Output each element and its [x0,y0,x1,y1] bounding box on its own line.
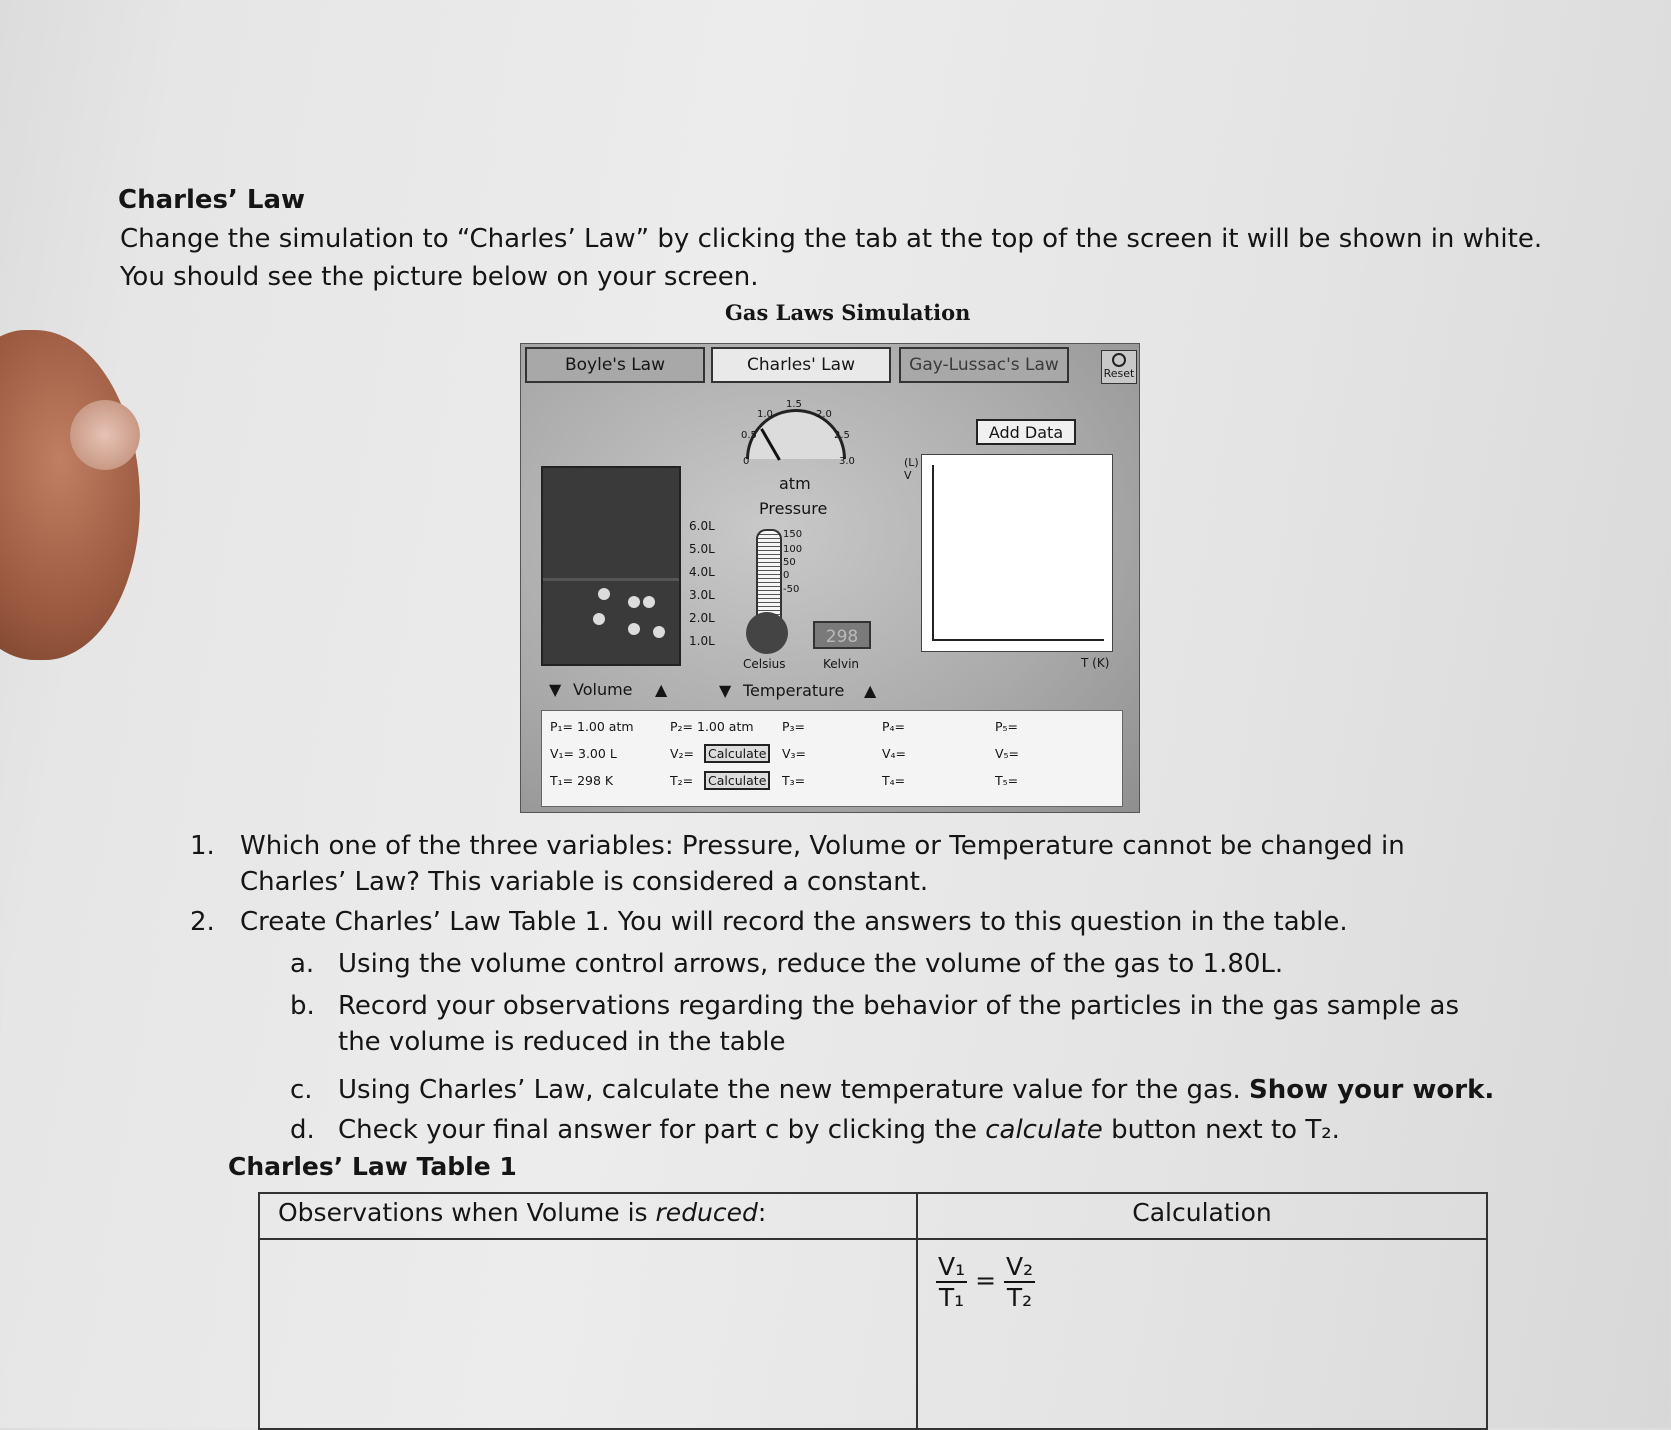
obs-header-post: : [757,1198,767,1227]
table-title: Charles’ Law Table 1 [228,1152,517,1181]
formula-equals: = [975,1266,997,1295]
thermometer-bulb [746,612,788,654]
kelvin-readout: 298 [813,621,871,649]
celsius-label: Celsius [743,657,786,671]
charles-law-table [258,1192,1488,1430]
part-a: Using the volume control arrows, reduce the volume of the gas to 1.80L. [338,949,1284,979]
reset-label: Reset [1103,367,1135,380]
t2-value: T₂= [670,773,694,788]
thermo-tick: 150 [783,529,803,540]
obs-header-italic: reduced [655,1198,758,1227]
tab-boyles-law[interactable]: Boyle's Law [525,347,705,383]
gauge-tick: 2.5 [834,430,850,441]
thermometer [756,529,782,623]
graph-x-axis [932,639,1104,641]
part-d-post: button next to T₂. [1111,1115,1340,1145]
calculation-header: Calculation [917,1193,1487,1239]
temperature-up-arrow[interactable]: ▲ [864,681,877,700]
volume-down-arrow[interactable]: ▼ [549,680,562,699]
part-c-bold: Show your work. [1249,1075,1495,1105]
v3-value: V₃= [782,746,807,761]
question-1: Which one of the three variables: Pressure, Volume or Temperature cannot be changed in Charles’ Law? This variable is considered a constant. [240,831,1405,897]
calculate-v2-button[interactable]: Calculate [704,744,770,763]
t3-value: T₃= [782,773,806,788]
pressure-label: Pressure [759,499,828,518]
part-d-pre: Check your final answer for part c by clicking the [338,1115,977,1145]
add-data-button[interactable]: Add Data [976,419,1076,445]
graph-y-label: (L) V [904,456,919,482]
p3-value: P₃= [782,719,806,734]
kelvin-label: Kelvin [823,657,860,671]
gauge-unit: atm [779,474,811,493]
piston[interactable] [543,578,679,581]
formula-v1: V₁ [938,1252,966,1281]
gas-particle [593,613,605,625]
gas-laws-simulation [520,343,1140,813]
gauge-tick: 0.5 [741,430,757,441]
gas-particle [628,596,640,608]
reset-icon [1112,353,1126,367]
calculate-t2-button[interactable]: Calculate [704,771,770,790]
thumbnail-nail [70,400,140,470]
t4-value: T₄= [882,773,906,788]
volume-tick: 4.0L [689,565,715,579]
formula-t2: T₂ [1006,1283,1033,1312]
formula-left [936,1252,967,1312]
p4-value: P₄= [882,719,906,734]
part-b: Record your observations regarding the behavior of the particles in the gas sample as the volume is reduced in the table [338,991,1460,1057]
temperature-label: Temperature [743,681,845,700]
thumb [0,330,140,660]
reset-button[interactable] [1101,350,1137,384]
section-heading: Charles’ Law [118,185,306,215]
obs-header-pre: Observations when Volume is [278,1198,648,1227]
part-a-letter: a. [290,949,315,979]
gauge-tick: 1.0 [757,409,773,420]
gauge-tick: 1.5 [786,399,802,410]
values-panel [541,710,1123,807]
tab-charles-law[interactable]: Charles' Law [711,347,891,383]
part-d-letter: d. [290,1115,315,1145]
part-d [338,1112,1538,1148]
gas-particle [628,623,640,635]
question-1-number: 1. [190,831,215,861]
observations-header [259,1193,917,1239]
p5-value: P₅= [995,719,1019,734]
part-c-letter: c. [290,1075,313,1105]
question-2-number: 2. [190,907,215,937]
p1-value: P₁= 1.00 atm [550,719,634,734]
formula-right [1004,1252,1035,1312]
tab-gay-lussac-law[interactable]: Gay-Lussac's Law [899,347,1069,383]
part-c-text: Using Charles’ Law, calculate the new temperature value for the gas. [338,1075,1241,1105]
observations-cell[interactable] [259,1239,917,1429]
gas-particle [598,588,610,600]
question-2: Create Charles’ Law Table 1. You will record the answers to this question in the table. [240,907,1348,937]
thermo-tick: 50 [783,557,796,568]
v1-value: V₁= 3.00 L [550,746,617,761]
formula-t1: T₁ [938,1283,965,1312]
t5-value: T₅= [995,773,1019,788]
gas-container [541,466,681,666]
simulation-caption: Gas Laws Simulation [725,300,971,325]
gauge-tick: 0 [743,456,750,467]
v4-value: V₄= [882,746,907,761]
calculation-cell[interactable] [917,1239,1487,1429]
v5-value: V₅= [995,746,1020,761]
volume-up-arrow[interactable]: ▲ [655,680,668,699]
volume-tick: 1.0L [689,634,715,648]
intro-paragraph: Change the simulation to “Charles’ Law” by clicking the tab at the top of the screen it will be shown in white. You should see the picture below on your screen. [120,224,1543,292]
v2-value: V₂= [670,746,695,761]
thermo-tick: 100 [783,544,803,555]
temperature-down-arrow[interactable]: ▼ [719,681,732,700]
volume-tick: 3.0L [689,588,715,602]
gauge-tick: 2.0 [816,409,832,420]
t1-value: T₁= 298 K [550,773,614,788]
volume-tick: 6.0L [689,519,715,533]
p2-value: P₂= 1.00 atm [670,719,754,734]
volume-label: Volume [573,680,633,699]
volume-tick: 2.0L [689,611,715,625]
thermo-tick: -50 [783,584,800,595]
part-d-italic: calculate [985,1115,1103,1145]
gas-particle [643,596,655,608]
formula-v2: V₂ [1005,1252,1034,1281]
gauge-tick: 3.0 [839,456,855,467]
part-b-letter: b. [290,991,315,1021]
thermo-tick: 0 [783,570,790,581]
graph-y-axis [932,465,934,640]
volume-tick: 5.0L [689,542,715,556]
volume-temperature-graph [921,454,1113,652]
gas-particle [653,626,665,638]
graph-x-label: T (K) [1081,656,1110,670]
part-c [338,1072,1538,1108]
